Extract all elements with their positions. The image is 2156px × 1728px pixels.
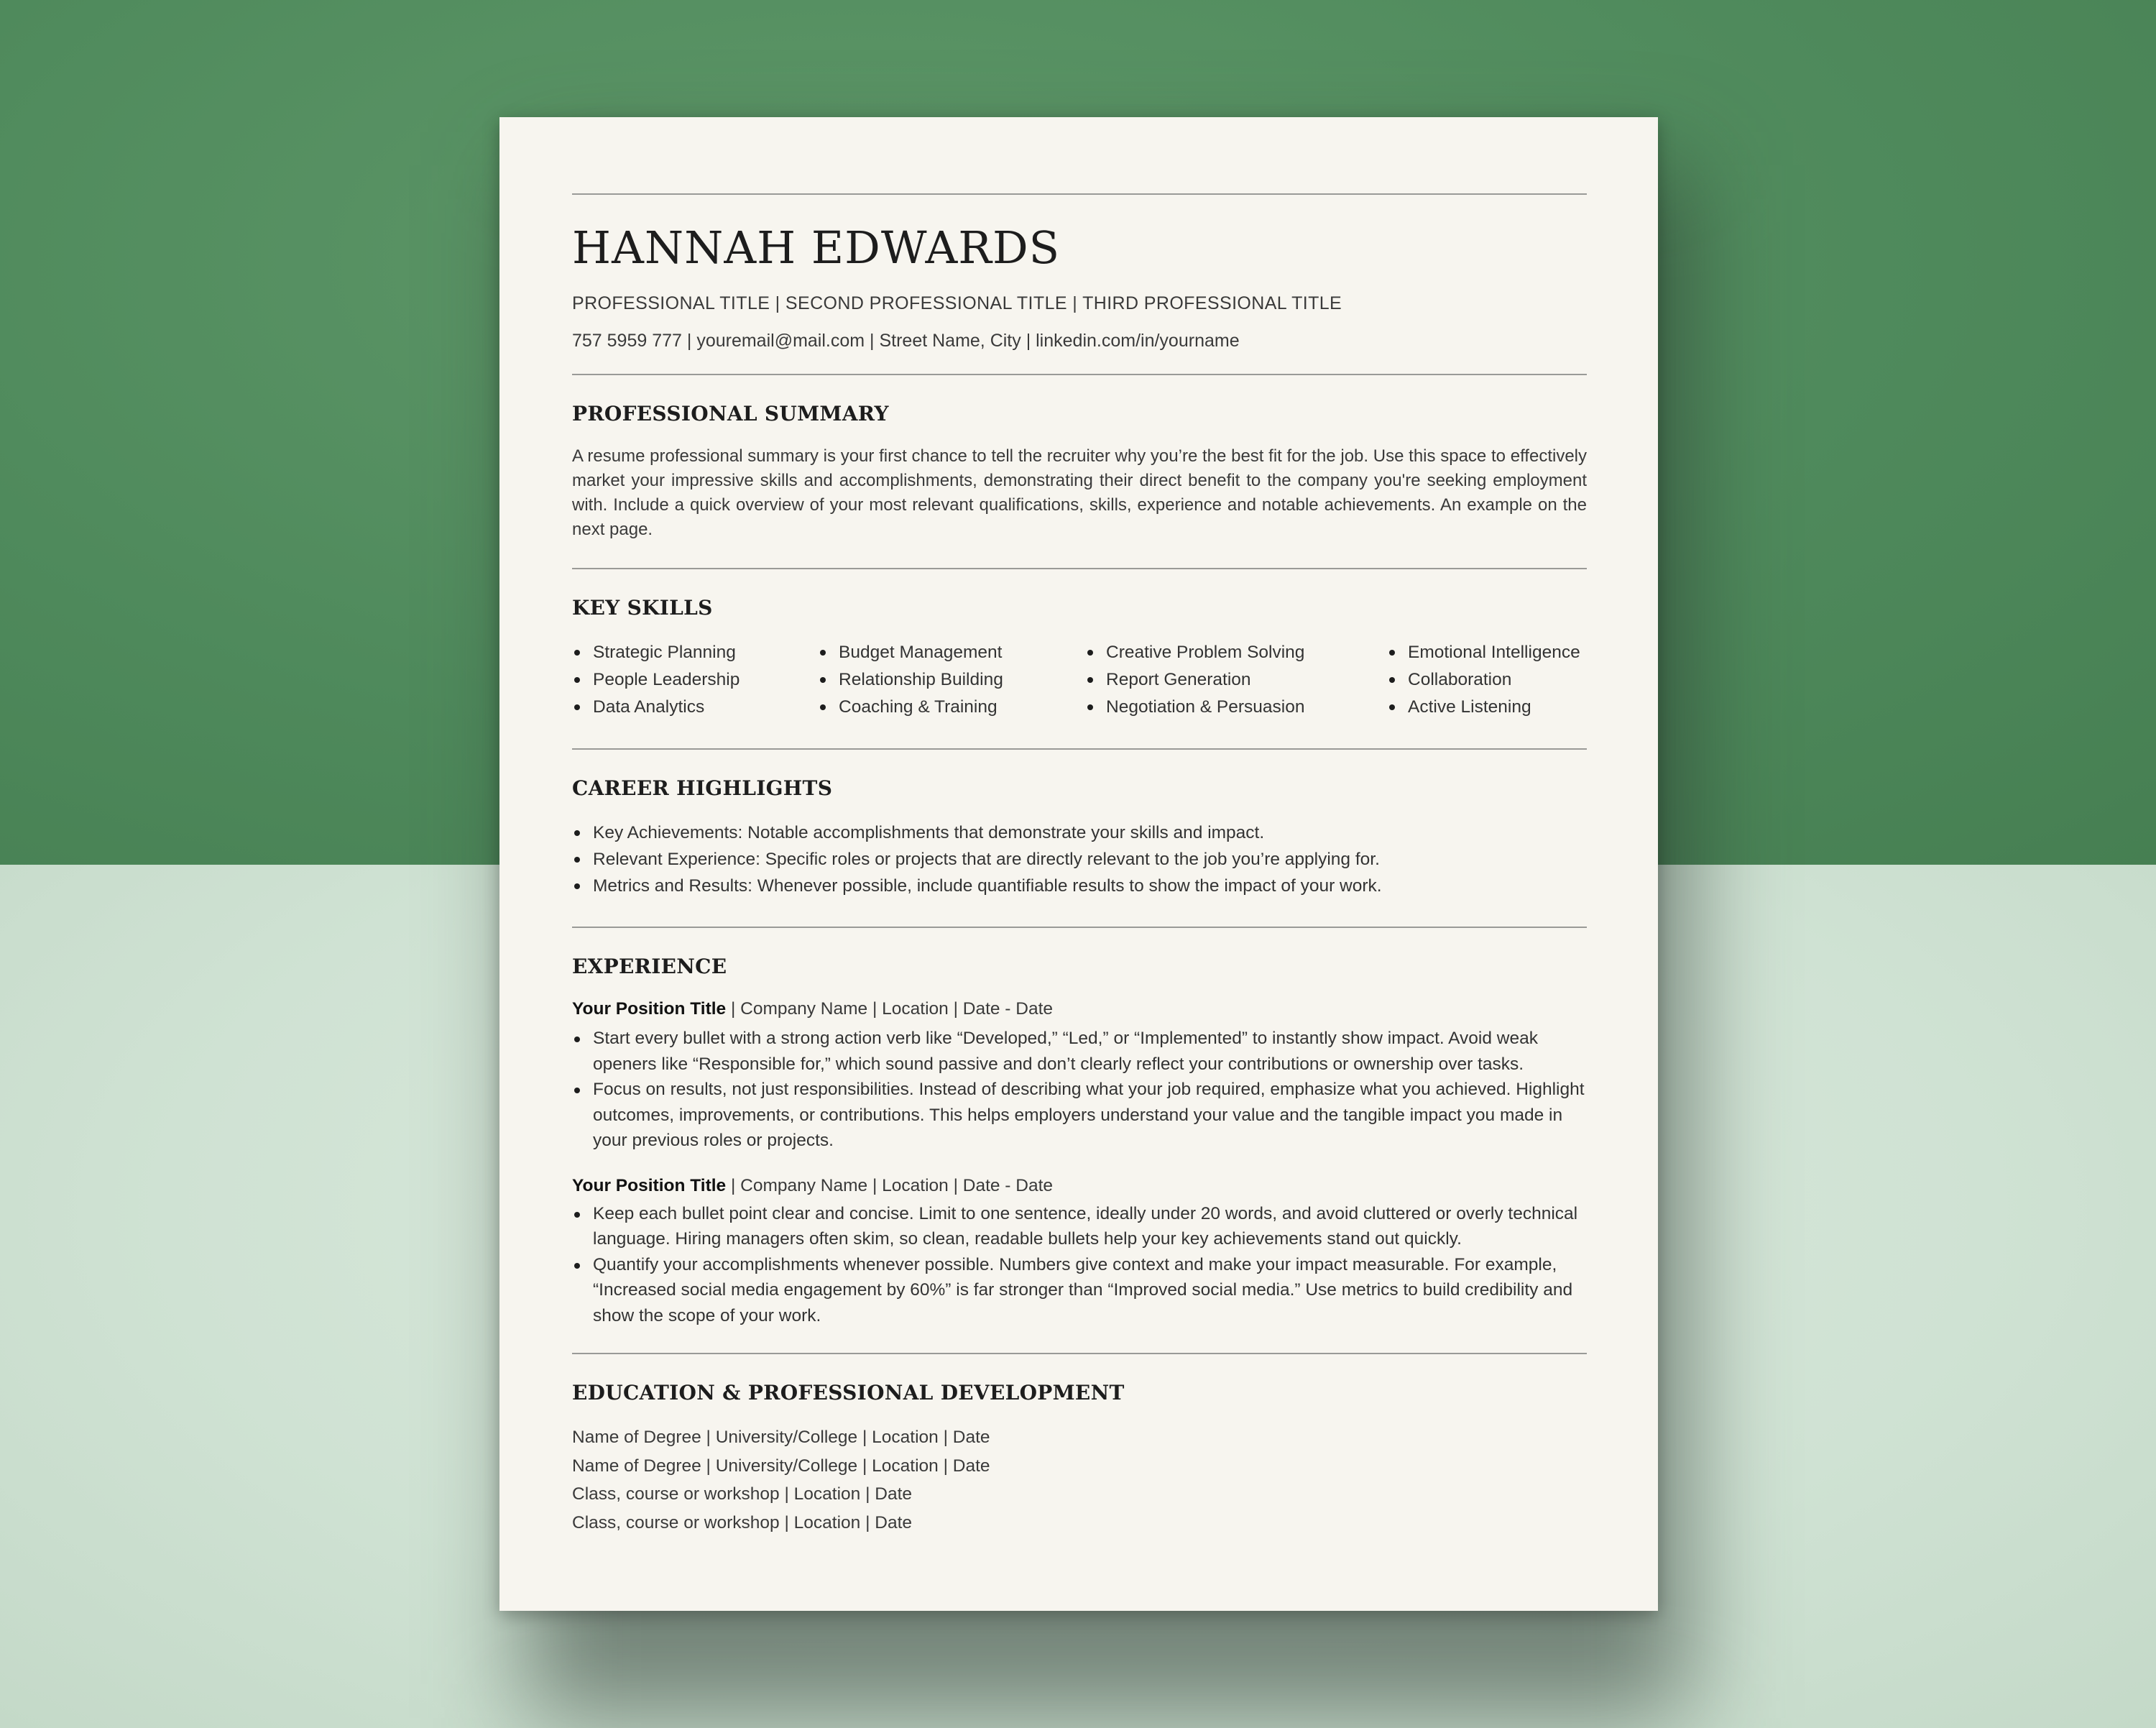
job-bullet: Focus on results, not just responsibilities. Instead of describing what your job required, emphasize what you achieved. Highlight outcomes, improvements, or contributions. This helps employers understand your value and the tangible impact you made in your previous roles or projects. xyxy=(572,1077,1587,1154)
skills-grid xyxy=(572,639,1587,721)
education-item: Name of Degree | University/College | Location | Date xyxy=(572,1456,990,1476)
experience-section xyxy=(572,954,1587,1328)
job-details: | Company Name | Location | Date - Date xyxy=(726,1175,1054,1195)
skill-item: Collaboration xyxy=(1387,666,1580,694)
summary-section xyxy=(572,401,1587,542)
highlight-item: Metrics and Results: Whenever possible, include quantifiable results to show the impact of your work. xyxy=(572,873,1587,899)
job-title: Your Position Title xyxy=(572,999,727,1019)
job-bullet: Keep each bullet point clear and concise. Limit to one sentence, ideally under 20 words, and avoid cluttered or overly technical language. Hiring managers often skim, so clean, readable bullets help your key achievements stand out quickly. xyxy=(572,1201,1587,1252)
skills-column xyxy=(1085,639,1387,721)
divider xyxy=(572,374,1587,375)
skill-item: Active Listening xyxy=(1387,694,1580,721)
summary-text: A resume professional summary is your first chance to tell the recruiter why you’re the best fit for the job. Use this space to effectively market your impressive skills and accomplishments, demonstrating their direct benefit to the company you're seeking employment with. Include a quick overview of your most relevant qualifications, skills, experience and notable achievements. An example on the next page. xyxy=(572,446,1587,539)
resume-content xyxy=(572,193,1587,1537)
skill-item: Strategic Planning xyxy=(572,639,818,666)
education-list xyxy=(572,1423,1587,1537)
divider xyxy=(572,748,1587,750)
highlights-section xyxy=(572,776,1587,899)
job-header xyxy=(572,1174,1587,1198)
section-heading-summary: PROFESSIONAL SUMMARY xyxy=(572,402,889,426)
skill-item: Data Analytics xyxy=(572,694,818,721)
highlight-item: Relevant Experience: Specific roles or projects that are directly relevant to the job you’re applying for. xyxy=(572,846,1587,873)
job-bullet: Quantify your accomplishments whenever possible. Numbers give context and make your impact measurable. For example, “Increased social media engagement by 60%” is far stronger than “Improved social media.” Use metrics to build credibility and show the scope of your work. xyxy=(572,1252,1587,1329)
highlight-item: Key Achievements: Notable accomplishments that demonstrate your skills and impact. xyxy=(572,819,1587,846)
skill-item: Coaching & Training xyxy=(818,694,1085,721)
education-item: Name of Degree | University/College | Location | Date xyxy=(572,1428,990,1447)
skill-item: Creative Problem Solving xyxy=(1085,639,1387,666)
resume-page xyxy=(499,117,1658,1611)
skills-column xyxy=(1387,639,1580,721)
professional-titles: PROFESSIONAL TITLE | SECOND PROFESSIONAL TITLE | THIRD PROFESSIONAL TITLE xyxy=(572,293,1342,313)
job-entry xyxy=(572,997,1587,1154)
skills-section xyxy=(572,595,1587,721)
section-heading-skills: KEY SKILLS xyxy=(572,596,713,620)
job-details: | Company Name | Location | Date - Date xyxy=(726,999,1054,1019)
job-bullet: Start every bullet with a strong action verb like “Developed,” “Led,” or “Implemented” to instantly show impact. Avoid weak openers like “Responsible for,” which sound passive and don’t clearly reflect your contributions or ownership over tasks. xyxy=(572,1026,1587,1077)
skill-item: Negotiation & Persuasion xyxy=(1085,694,1387,721)
job-entry xyxy=(572,1174,1587,1329)
section-heading-education: EDUCATION & PROFESSIONAL DEVELOPMENT xyxy=(572,1381,1125,1405)
skill-item: Emotional Intelligence xyxy=(1387,639,1580,666)
top-divider xyxy=(572,193,1587,195)
skill-item: Report Generation xyxy=(1085,666,1387,694)
job-bullets xyxy=(572,1201,1587,1329)
skill-item: Relationship Building xyxy=(818,666,1085,694)
education-section xyxy=(572,1380,1587,1537)
education-item: Class, course or workshop | Location | Date xyxy=(572,1512,913,1532)
skill-item: People Leadership xyxy=(572,666,818,694)
candidate-name: HANNAH EDWARDS xyxy=(572,221,1061,274)
section-heading-highlights: CAREER HIGHLIGHTS xyxy=(572,776,833,800)
contact-info: 757 5959 777 | youremail@mail.com | Street Name, City | linkedin.com/in/yourname xyxy=(572,331,1240,351)
highlights-list xyxy=(572,819,1587,899)
skill-item: Budget Management xyxy=(818,639,1085,666)
divider xyxy=(572,568,1587,569)
job-title: Your Position Title xyxy=(572,1175,727,1195)
skills-column xyxy=(818,639,1085,721)
job-bullets xyxy=(572,1026,1587,1154)
job-header xyxy=(572,997,1587,1021)
divider xyxy=(572,1353,1587,1354)
section-heading-experience: EXPERIENCE xyxy=(572,955,727,978)
education-item: Class, course or workshop | Location | Date xyxy=(572,1484,913,1504)
divider xyxy=(572,927,1587,928)
skills-column xyxy=(572,639,818,721)
